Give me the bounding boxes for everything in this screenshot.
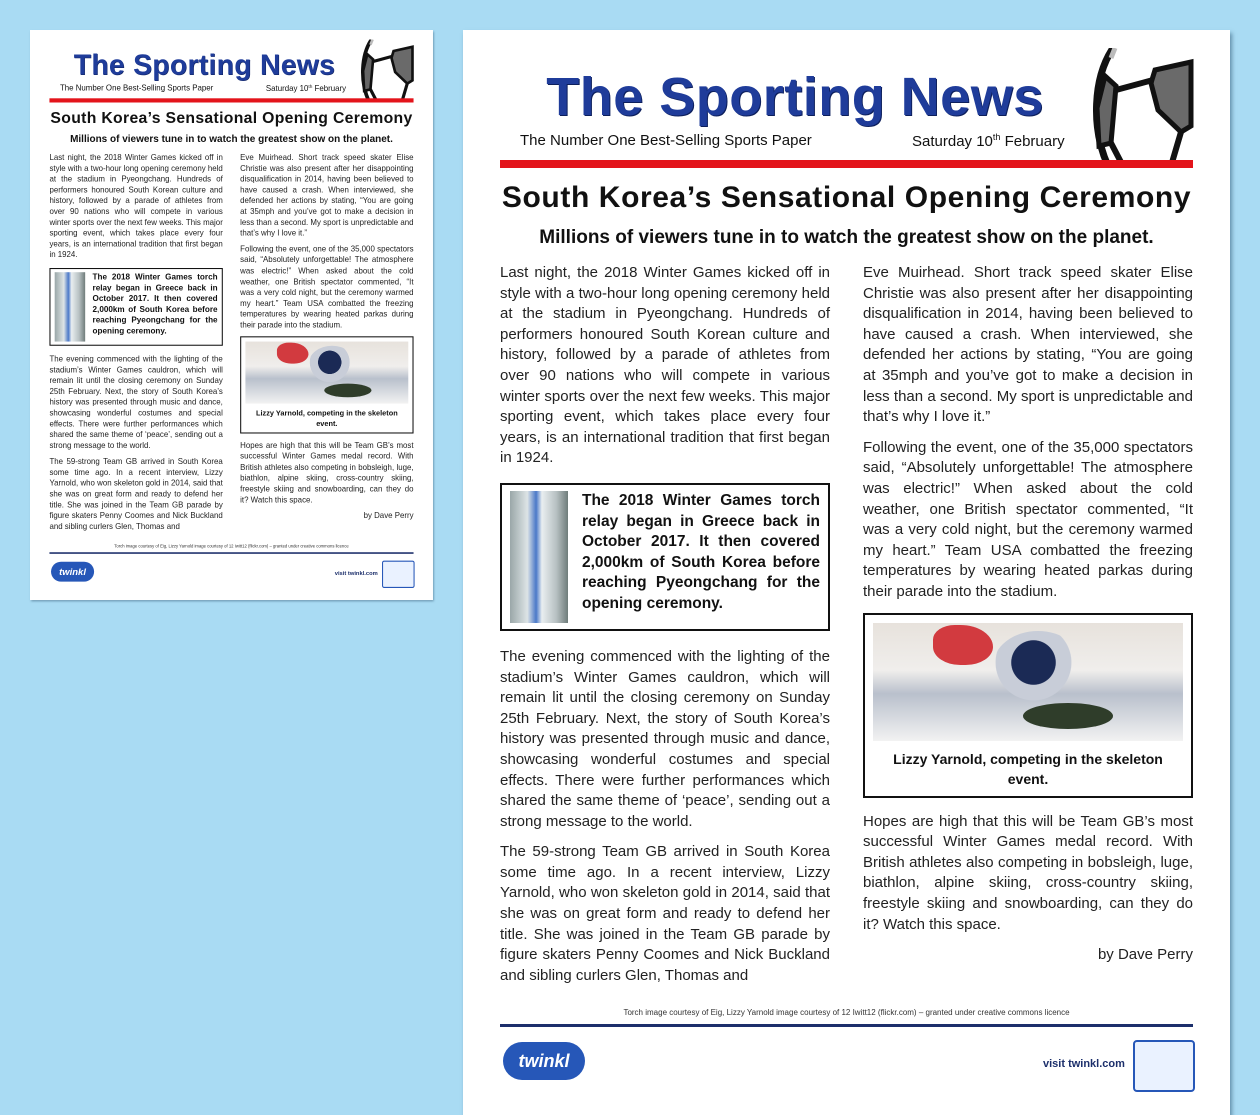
twinkl-logo: twinkl <box>51 562 94 582</box>
quality-badge-icon <box>382 561 415 588</box>
photo-caption: Lizzy Yarnold, competing in the skeleton event. <box>893 750 1163 788</box>
quality-badge-icon <box>1133 1040 1195 1092</box>
date-day: Saturday 10 <box>912 133 993 150</box>
byline: by Dave Perry <box>1097 946 1193 964</box>
paragraph: Eve Muirhead. Short track speed skater Elise Christie was also present after her disappointing disqualification in 2014, having been believed to have caused a crash. When interviewed, she defended her actions by stating, “You are going at 35mph and you’ve got to make a decision in less than a second. My sport is unpredictable and that’s why I love it.” <box>240 152 414 238</box>
soccer-ball-icon <box>356 39 415 101</box>
date-month: February <box>1004 133 1065 150</box>
skeleton-photo-box <box>863 613 1193 798</box>
masthead-date <box>266 84 346 93</box>
masthead-title: The Sporting News <box>546 67 1044 127</box>
image-credit: Torch image courtesy of Eig, Lizzy Yarnold image courtesy of 12 Iwitt12 (flickr.com) – granted under creative commons licence <box>114 543 349 549</box>
byline: by Dave Perry <box>363 511 414 521</box>
paragraph: Last night, the 2018 Winter Games kicked off in style with a two-hour long opening ceremony held at the stadium in Pyeongchang. Hundreds of performers honoured South Korean culture and history, followed by a parade of athletes from over 90 nations who will compete in various winter sports over the next few weeks. This major sporting event, which takes place every four years, is an international tradition that first began in 1924. <box>49 152 223 260</box>
torch-fact-box <box>500 483 830 631</box>
date-month: February <box>314 84 347 94</box>
visit-link[interactable]: visit twinkl.com <box>1043 1058 1125 1070</box>
torch-image <box>510 491 568 623</box>
torch-image <box>55 272 85 341</box>
date-suffix: th <box>992 132 1001 142</box>
paragraph: The 59-strong Team GB arrived in South Korea some time ago. In a recent interview, Lizzy Yarnold, who won skeleton gold in 2014, said that she was on great form and ready to defend her title. She was joined in the Team GB parade by figure skaters Penny Coomes and Nick Buckland and sibling curlers Glen, Thomas and <box>500 843 830 984</box>
torch-fact-text: The 2018 Winter Games torch relay began in Greece back in October 2017. It then covered 2,000km of South Korea before reaching Pyeongchang for the opening ceremony. <box>92 272 218 336</box>
torch-fact-text: The 2018 Winter Games torch relay began in Greece back in October 2017. It then covered 2,000km of South Korea before reaching Pyeongchang for the opening ceremony. <box>582 491 820 612</box>
article-headline: South Korea’s Sensational Opening Ceremony <box>50 109 413 127</box>
article-headline: South Korea’s Sensational Opening Ceremony <box>501 181 1192 214</box>
masthead-title: The Sporting News <box>73 49 336 81</box>
masthead-tagline: The Number One Best-Selling Sports Paper <box>520 132 812 149</box>
image-credit: Torch image courtesy of Eig, Lizzy Yarnold image courtesy of 12 Iwitt12 (flickr.com) – granted under creative commons licence <box>623 1008 1070 1017</box>
footer-rule <box>49 552 413 554</box>
paragraph: Last night, the 2018 Winter Games kicked off in style with a two-hour long opening ceremony held at the stadium in Pyeongchang. Hundreds of performers honoured South Korean culture and history, followed by a parade of athletes from over 90 nations who will compete in various winter sports over the next few weeks. This major sporting event, which takes place every four years, is an international tradition that first began in 1924. <box>500 264 830 467</box>
paragraph: Eve Muirhead. Short track speed skater Elise Christie was also present after her disappointing disqualification in 2014, having been believed to have caused a crash. When interviewed, she defended her actions by stating, “You are going at 35mph and you’ve got to make a decision in less than a second. My sport is unpredictable and that’s why I love it.” <box>863 264 1193 426</box>
twinkl-logo: twinkl <box>503 1042 585 1080</box>
paragraph: Hopes are high that this will be Team GB’s most successful Winter Games medal record. With British athletes also competing in bobsleigh, luge, biathlon, alpine skiing, cross-country skiing, freestyle skiing and snowboarding, can they do it? Watch this space. <box>240 441 414 505</box>
skeleton-athlete-photo <box>873 623 1183 741</box>
paragraph: Following the event, one of the 35,000 spectators said, “Absolutely unforgettable! The atmosphere was electric!” When asked about the cold weather, one British spectator commented, “It was a very cold night, but the ceremony warmed my heart.” Team USA combatted the freezing temperatures by wearing heated parkas during their parade into the stadium. <box>240 244 414 330</box>
masthead-red-rule <box>49 98 413 102</box>
newspaper-page-preview-large <box>463 30 1230 1115</box>
footer-rule <box>500 1024 1193 1027</box>
skeleton-athlete-photo <box>245 341 408 403</box>
masthead-date <box>912 132 1065 150</box>
article-subheadline: Millions of viewers tune in to watch the greatest show on the planet. <box>70 133 393 145</box>
date-suffix: th <box>308 83 313 89</box>
visit-link[interactable]: visit twinkl.com <box>334 570 378 577</box>
torch-fact-box <box>49 268 222 346</box>
masthead-tagline: The Number One Best-Selling Sports Paper <box>59 83 214 93</box>
photo-caption: Lizzy Yarnold, competing in the skeleton event. <box>256 408 398 428</box>
skeleton-photo-box <box>240 336 413 433</box>
newspaper-page-preview-thumbnail <box>30 30 433 600</box>
paragraph: Hopes are high that this will be Team GB’s most successful Winter Games medal record. With British athletes also competing in bobsleigh, luge, biathlon, alpine skiing, cross-country skiing, freestyle skiing and snowboarding, can they do it? Watch this space. <box>863 812 1193 933</box>
masthead-red-rule <box>500 160 1193 168</box>
article-column-left <box>49 152 222 537</box>
soccer-ball-icon <box>1083 48 1195 166</box>
paragraph: The evening commenced with the lighting of the stadium’s Winter Games cauldron, which will remain lit until the closing ceremony on Sunday 25th February. Next, the story of South Korea’s history was presented through music and dance, showcasing wonderful costumes and special effects. There were further performances which shared the same theme of ‘peace’, sending out a strong message to the world. <box>500 647 830 830</box>
paragraph: Following the event, one of the 35,000 spectators said, “Absolutely unforgettable! The atmosphere was electric!” When asked about the cold weather, one British spectator commented, “It was a very cold night, but the ceremony warmed my heart.” Team USA combatted the freezing temperatures by wearing heated parkas during their parade into the stadium. <box>863 438 1193 600</box>
article-subheadline: Millions of viewers tune in to watch the greatest show on the planet. <box>539 227 1154 248</box>
article-column-right <box>240 152 413 527</box>
paragraph: The 59-strong Team GB arrived in South Korea some time ago. In a recent interview, Lizzy Yarnold, who won skeleton gold in 2014, said that she was on great form and ready to defend her title. She was joined in the Team GB parade by figure skaters Penny Coomes and Nick Buckland and sibling curlers Glen, Thomas and <box>49 457 223 532</box>
article-column-right <box>863 263 1193 976</box>
date-day: Saturday 10 <box>265 84 309 94</box>
paragraph: The evening commenced with the lighting of the stadium’s Winter Games cauldron, which will remain lit until the closing ceremony on Sunday 25th February. Next, the story of South Korea’s history was presented through music and dance, showcasing wonderful costumes and special effects. There were further performances which shared the same theme of ‘peace’, sending out a strong message to the world. <box>49 354 223 451</box>
